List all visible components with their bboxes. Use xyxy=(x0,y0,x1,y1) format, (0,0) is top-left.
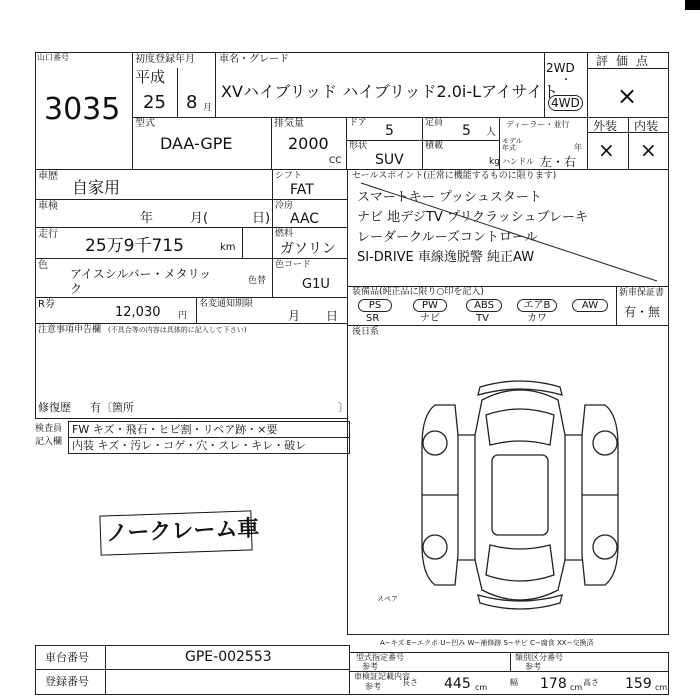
equip-airbag: エアB xyxy=(517,299,557,312)
shape-label: 形状 xyxy=(349,141,368,151)
sales-point-4: SI-DRIVE 車線逸脱警 純正AW xyxy=(357,250,535,265)
mileage-label: 走行 xyxy=(38,229,58,240)
col-line-expiry xyxy=(196,297,197,323)
specs-divider xyxy=(346,140,500,141)
equipment-label: 装備品(純正品に限り○印を記入) xyxy=(352,287,484,297)
warranty-value: 有・無 xyxy=(624,305,661,319)
history-value: 自家用 xyxy=(72,178,121,197)
capacity-value: 5 xyxy=(462,123,471,139)
chassis-value: GPE-002553 xyxy=(185,649,272,665)
sales-point-2: ナビ 地デジTV プリクラッシュブレーキ xyxy=(357,210,589,225)
row-line-3 xyxy=(35,258,348,259)
fuel-label: 燃料 xyxy=(275,229,294,239)
repair-label: 修復歴 xyxy=(38,401,71,414)
warranty-label: 新車保証書 xyxy=(619,288,665,298)
width-label: 幅 xyxy=(510,678,518,687)
expiry-label: 名変通知期限 xyxy=(199,299,254,309)
row-line-5 xyxy=(35,323,348,324)
interior-label: 内装 xyxy=(634,119,659,133)
height-label: 高さ xyxy=(583,678,599,687)
drive-4wd: 4WD xyxy=(548,95,583,111)
color-code-value: G1U xyxy=(302,277,330,292)
notes-sub: (不具合等の内容は具体的に記入して下さい) xyxy=(108,326,247,334)
sales-points-cross xyxy=(347,169,669,287)
color-line1: アイスシルバー・メタリッ xyxy=(70,267,212,281)
lot-number: 3035 xyxy=(44,92,121,127)
expiry-month: 月 xyxy=(288,309,301,323)
notes-label: 注意事項申告欄 xyxy=(38,325,102,335)
type-designation-sub: 参考 xyxy=(362,662,378,671)
cooling-value: AAC xyxy=(290,211,320,227)
width-unit: cm xyxy=(570,683,583,692)
recycle-label: R券 xyxy=(38,299,55,310)
row-line-4 xyxy=(35,297,348,298)
sales-points-label: セールスポイント(正常に機能するものに限ります) xyxy=(352,171,557,181)
registration-label: 登録番号 xyxy=(45,675,89,688)
dealer-label: ディーラー・並行 xyxy=(506,120,570,129)
no-claim-text: ノークレーム車 xyxy=(105,515,260,547)
inspector-divider xyxy=(68,437,350,438)
inspection-year: 年 xyxy=(140,211,154,226)
load-label: 積載 xyxy=(425,141,444,151)
length-label: 長さ xyxy=(402,678,418,687)
dims-sub: 参考 xyxy=(365,682,381,691)
rating-label: 評価点 xyxy=(596,54,657,68)
rating-mark: × xyxy=(617,82,638,110)
width-value: 178 xyxy=(540,676,567,692)
inspection-month: 月( xyxy=(190,211,209,226)
shift-value: FAT xyxy=(290,182,314,198)
inspector-label-1: 検査員 xyxy=(35,424,63,434)
cooling-label: 冷房 xyxy=(275,201,294,211)
interior-mark: × xyxy=(640,138,657,162)
equip-ps: PS xyxy=(358,299,392,312)
repair-value: 有〔箇所 xyxy=(90,401,134,414)
displacement-unit: CC xyxy=(329,156,342,166)
expiry-day: 日 xyxy=(326,309,339,323)
capacity-label: 定員 xyxy=(425,118,444,128)
model-year-unit: 年 xyxy=(574,143,582,152)
mileage-unit: km xyxy=(220,242,236,253)
equip-sr: SR xyxy=(366,313,380,324)
inspector-row-1: FW キズ・飛石・ヒビ割・リペア跡・×要 xyxy=(72,423,278,436)
damage-legend: A−キズ E−エクボ U−凹み W−補修跡 S−サビ C−腐食 XX−交換済 xyxy=(380,639,594,647)
history-label: 車歴 xyxy=(38,171,58,182)
auction-label: 山口番号 xyxy=(37,53,69,62)
shape-value: SUV xyxy=(375,152,404,168)
model-value: DAA-GPE xyxy=(160,134,233,153)
type-designation-label: 型式指定番号 xyxy=(356,653,404,662)
color-label: 色 xyxy=(38,260,48,271)
load-unit: kg xyxy=(489,157,500,167)
equip-abs: ABS xyxy=(466,299,502,312)
first-reg-month: 8 xyxy=(186,92,198,113)
handle-label: ハンドル xyxy=(502,157,534,166)
inspection-day: 日) xyxy=(252,211,271,226)
equip-tv: TV xyxy=(476,313,489,324)
inspector-label-2: 記入欄 xyxy=(35,437,63,447)
fuel-value: ガソリン xyxy=(280,241,336,257)
color-change-label: 色替 xyxy=(248,276,267,286)
first-reg-era: 平成 xyxy=(135,68,166,86)
length-value: 445 xyxy=(444,676,471,692)
displacement-value: 2000 xyxy=(288,134,329,153)
inspection-label: 車検 xyxy=(38,201,58,212)
recycle-value: 12,030 xyxy=(115,305,161,320)
drive-2wd: 2WD xyxy=(546,61,575,75)
inspector-row-2: 内装 キズ・汚レ・コゲ・穴・スレ・キレ・破レ xyxy=(72,439,307,452)
height-value: 159 xyxy=(625,676,652,692)
model-label: 型式 xyxy=(135,118,155,129)
first-reg-year: 25 xyxy=(143,92,166,113)
color-code-label: 色コード xyxy=(275,260,312,270)
car-name-label: 車名・グレード xyxy=(219,54,289,65)
drive-dot: ・ xyxy=(561,75,571,86)
repair-close: 〕 xyxy=(338,401,349,414)
exterior-label: 外装 xyxy=(593,119,618,133)
row-line-1 xyxy=(35,199,348,200)
dims-label: 車検証記載内容 xyxy=(354,672,410,681)
category-no-label: 類別区分番号 xyxy=(515,653,563,662)
first-reg-label: 初度登録年月 xyxy=(135,54,195,65)
car-damage-diagram xyxy=(400,375,640,620)
ext-int-divider xyxy=(628,117,629,170)
car-name-value: XVハイブリッド ハイブリッド2.0i-Lアイサイト xyxy=(221,82,559,101)
specs-box xyxy=(346,117,500,170)
model-year-label: モデル年式 xyxy=(502,137,523,152)
specs-vdivider xyxy=(422,117,423,170)
category-no-sub: 参考 xyxy=(525,662,541,671)
first-reg-month-unit: 月 xyxy=(203,103,213,113)
col-line-shift xyxy=(272,169,273,298)
corner-marker xyxy=(685,0,700,10)
equip-aw: AW xyxy=(572,299,608,312)
sales-point-3: レーダークルーズコントロール xyxy=(357,230,538,245)
mileage-value: 25万9千715 xyxy=(85,236,184,256)
rating-underline xyxy=(587,68,669,69)
mileage-divider xyxy=(242,227,243,258)
shift-label: シフト xyxy=(275,171,303,181)
recycle-unit: 円 xyxy=(178,311,188,321)
reg-divider xyxy=(177,68,178,118)
spare-label: スペア xyxy=(377,595,398,603)
doors-value: 5 xyxy=(385,123,394,139)
height-unit: cm xyxy=(655,683,668,692)
seller-note-label: 後日系 xyxy=(352,327,380,337)
equip-leather: カワ xyxy=(527,313,547,324)
chassis-label: 車台番号 xyxy=(45,651,89,664)
length-unit: cm xyxy=(475,683,488,692)
color-line2: ク xyxy=(70,282,83,296)
capacity-unit: 人 xyxy=(486,127,496,138)
exterior-mark: × xyxy=(598,138,615,162)
handle-value: 左・右 xyxy=(540,155,577,169)
doors-label: ドア xyxy=(349,118,367,128)
displacement-label: 排気量 xyxy=(274,118,304,129)
equip-pw: PW xyxy=(413,299,447,312)
row-line-2 xyxy=(35,227,348,228)
equip-navi: ナビ xyxy=(420,313,440,324)
sales-point-1: スマートキー プッシュスタート xyxy=(357,190,542,205)
